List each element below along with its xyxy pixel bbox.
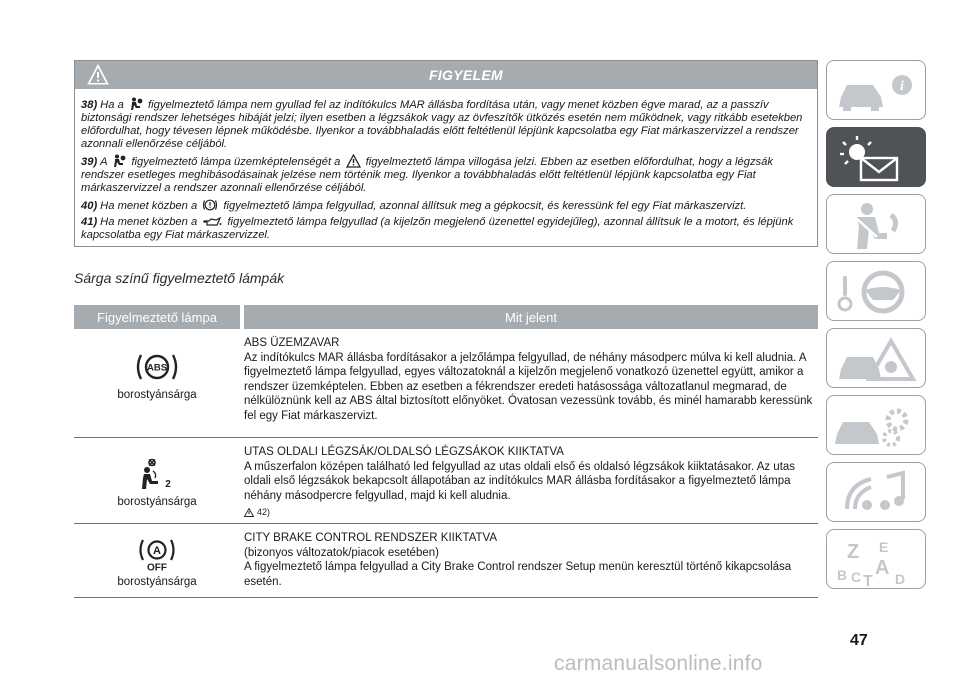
- table-header-meaning: Mit jelent: [244, 305, 818, 329]
- svg-text:E: E: [879, 539, 889, 555]
- svg-text:B: B: [837, 567, 848, 583]
- svg-text:T: T: [863, 573, 873, 590]
- airbag-off-icon: [137, 458, 177, 492]
- svg-text:2: 2: [165, 479, 171, 490]
- table-header-lamp: Figyelmeztető lámpa: [74, 305, 240, 329]
- airbag-person-icon: [129, 97, 143, 111]
- table-row: [74, 329, 818, 438]
- lamp-cell: [74, 524, 240, 597]
- oil-pressure-icon: [202, 216, 222, 228]
- warning-lights-tab[interactable]: [826, 127, 926, 187]
- general-warning-icon: [346, 154, 361, 168]
- lamp-cell: [74, 329, 240, 437]
- multimedia-icon: [827, 463, 927, 523]
- seatbelt-person-icon: [827, 195, 927, 255]
- lamp-color-label: borostyánsárga: [117, 576, 197, 588]
- warning-body: [75, 89, 817, 242]
- page-number: 47: [850, 632, 868, 649]
- safety-tab[interactable]: [826, 194, 926, 254]
- car-gears-icon: [827, 396, 927, 456]
- warning-title: FIGYELEM: [429, 67, 503, 83]
- svg-text:D: D: [895, 571, 906, 587]
- emergency-tab[interactable]: [826, 328, 926, 388]
- warning-header: [75, 61, 817, 89]
- svg-text:ABS: ABS: [146, 362, 168, 374]
- meaning-cell: [240, 438, 818, 523]
- maintenance-tab[interactable]: [826, 395, 926, 455]
- steering-wheel-icon: [827, 262, 927, 322]
- driving-tab[interactable]: [826, 261, 926, 321]
- svg-text:A: A: [875, 557, 890, 579]
- svg-text:A: A: [153, 545, 161, 557]
- meaning-cell: [240, 524, 818, 597]
- index-tab[interactable]: [826, 529, 926, 589]
- lamp-color-label: borostyánsárga: [117, 389, 197, 401]
- airbag-person-icon: [112, 154, 126, 168]
- meaning-text: A műszerfalon középen található led felgyullad az utas oldali első és oldalsó légzsákok kiiktatásakor. Az utas oldali első légzsákok bekapcsolt állapotában az indítókulcs MAR állásba fordításakor a figyelmeztető lámpa néhány másodpercre felgyullad, majd ki kell aludnia.: [244, 460, 796, 502]
- warning-triangle-car-icon: [827, 329, 927, 389]
- warning-triangle-icon: [244, 508, 254, 517]
- car-info-icon: [827, 61, 927, 121]
- table-row: [74, 438, 818, 524]
- brake-system-warning-icon: [202, 198, 218, 212]
- abs-warning-icon: [134, 349, 180, 385]
- multimedia-tab[interactable]: [826, 462, 926, 522]
- meaning-text: Az indítókulcs MAR állásba fordításakor a jelzőlámpa felgyullad, de néhány másodperc múlva ki kell aludnia. A figyelmeztető lámpa felgyullad, egyes változatoknál a kijelzőn megjelenő vonatkozó üzenettel együtt, amikor a rendszer üzemképtelen. Ebben az esetben a fékrendszer eredeti hatásossága változatlanul megmarad, de nélkülöznünk kell az ABS által biztosított előnyöket. Óvatosan vezessünk tovább, és minél hamarabb keressünk fel egy Fiat márkaszervizt.: [244, 351, 813, 422]
- warning-light-envelope-icon: [827, 128, 927, 188]
- city-brake-off-icon: [134, 536, 180, 572]
- lamp-cell: [74, 438, 240, 523]
- warning-item-40: 40) Ha menet közben a figyelmeztető lámpa felgyullad, azonnal állítsuk meg a gépkocsit, és keressünk fel egy Fiat márkaszervizt.: [81, 200, 747, 212]
- svg-text:i: i: [900, 79, 904, 94]
- meaning-title: ABS ÜZEMZAVAR: [244, 337, 340, 349]
- table-row: [74, 524, 818, 598]
- alphabet-icon: [827, 530, 927, 590]
- meaning-title: UTAS OLDALI LÉGZSÁK/OLDALSÓ LÉGZSÁKOK KIIKTATVA: [244, 446, 564, 458]
- warning-reference: 42): [244, 505, 814, 520]
- meaning-subtitle: (bizonyos változatok/piacok esetében): [244, 546, 439, 559]
- svg-text:C: C: [851, 569, 862, 585]
- watermark: carmanualsonline.info: [554, 652, 763, 675]
- meaning-cell: [240, 329, 818, 437]
- meaning-title: CITY BRAKE CONTROL RENDSZER KIIKTATVA: [244, 532, 498, 544]
- chapter-tabs: [826, 60, 926, 596]
- svg-text:Z: Z: [847, 541, 860, 563]
- section-title: Sárga színű figyelmeztető lámpák: [74, 270, 285, 286]
- warning-item-41: 41) Ha menet közben a figyelmeztető lámpa felgyullad (a kijelzőn megjelenő üzenettel egyidejűleg), azonnal állítsuk le a motort, és lépjünk kapcsolatba egy Fiat márkaszervizzel.: [81, 216, 794, 241]
- car-info-tab[interactable]: [826, 60, 926, 120]
- table-header: [74, 305, 818, 329]
- warning-lights-table: [74, 305, 818, 598]
- meaning-text: A figyelmeztető lámpa felgyullad a City Brake Control rendszer Setup menün keresztül történő kikapcsolása esetén.: [244, 561, 792, 588]
- svg-text:OFF: OFF: [147, 562, 167, 572]
- lamp-color-label: borostyánsárga: [117, 496, 197, 508]
- warning-item-38: 38) Ha a figyelmeztető lámpa nem gyullad fel az indítókulcs MAR állásba fordítása után, vagy menet közben égve marad, az a passzív biztonsági rendszer lehetséges hibáját jelzi; ilyen esetben a légzsákok vagy az övfeszítők ütközés esetén nem működnek, vagy ritkább esetekben előfordulhat, hogy tévesen lépnek működésbe. Ilyenkor a továbbhaladás előtt feltétlenül lépjünk kapcsolatba egy Fiat márkaszervizzel a rendszer azonnali ellenőrzése céljából.: [81, 99, 803, 150]
- warning-box: [74, 60, 818, 247]
- warning-item-39: 39) A figyelmeztető lámpa üzemképtelenségét a figyelmeztető lámpa villogása jelzi. Ebben az esetben előfordulhat, hogy a légzsák rendszer esetleges meghibásodásainak jelzése nem történik meg. Ilyenkor a továbbhaladás előtt feltétlenül lépjünk kapcsolatba egy Fiat márkaszervizzel a rendszer azonnali ellenőrzése céljából.: [81, 156, 773, 194]
